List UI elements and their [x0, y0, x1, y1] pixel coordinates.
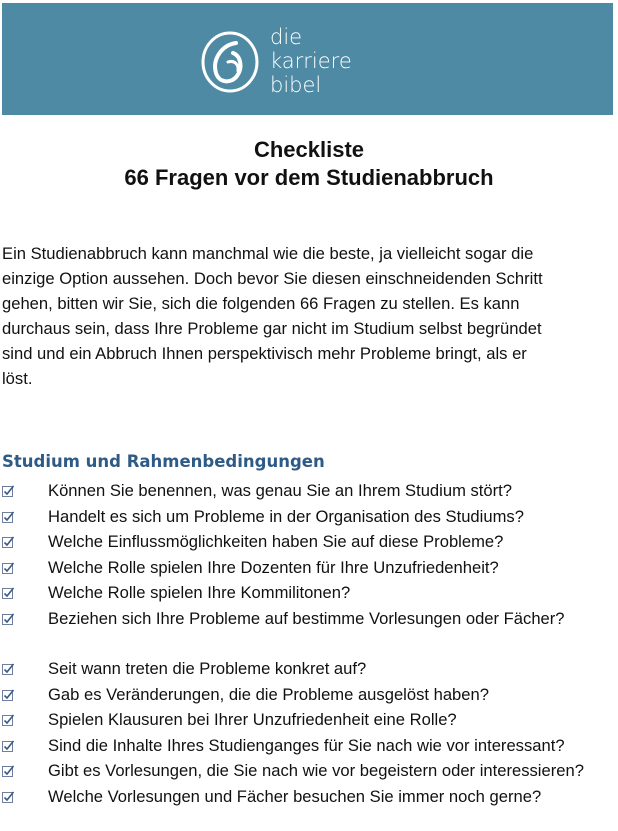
checklist-item-text: Gibt es Vorlesungen, die Sie nach wie vor begeistern oder interessieren?: [48, 761, 584, 780]
intro-line: durchaus sein, dass Ihre Probleme gar nicht im Studium selbst begründet: [2, 319, 542, 338]
checklist-item: [2, 682, 617, 708]
logo-line: bibel: [270, 73, 322, 97]
checklist-item-text: Welche Rolle spielen Ihre Dozenten für Ihre Unzufriedenheit?: [48, 557, 499, 577]
checklist-item: [2, 555, 617, 581]
checkbox-checked-icon: [2, 689, 15, 701]
section-heading: Studium und Rahmenbedingungen: [2, 452, 325, 471]
checklist-item: [2, 478, 617, 504]
header-banner: [2, 3, 613, 115]
checkbox-checked-icon: [2, 714, 15, 726]
checklist-item: [2, 656, 617, 682]
checklist-item-text: Seit wann treten die Probleme konkret auf?: [48, 659, 367, 678]
checklist-item: [2, 529, 617, 555]
checklist-item-text: Welche Einflussmöglichkeiten haben Sie auf diese Probleme?: [48, 532, 504, 551]
checkbox-checked-icon: [2, 587, 15, 599]
karrierebibel-logo: [198, 25, 378, 105]
intro-line: löst.: [2, 369, 33, 388]
checkbox-checked-icon: [2, 740, 15, 752]
intro-line: sind und ein Abbruch Ihnen perspektivisch mehr Probleme bringt, als er: [2, 344, 527, 363]
document-title: [0, 136, 618, 192]
checklist-item-text: Gab es Veränderungen, die die Probleme ausgelöst haben?: [48, 684, 489, 704]
checklist-item: [2, 707, 617, 733]
checkbox-checked-icon: [2, 485, 15, 497]
checklist-item: [2, 580, 617, 606]
checklist-item: [2, 784, 617, 810]
logo-line: karriere: [270, 49, 352, 73]
checklist-item-text: Welche Vorlesungen und Fächer besuchen Sie immer noch gerne?: [48, 786, 542, 806]
checkbox-checked-icon: [2, 765, 15, 777]
checkbox-checked-icon: [2, 562, 15, 574]
checklist-item-text: Beziehen sich Ihre Probleme auf bestimme Vorlesungen oder Fächer?: [48, 608, 565, 628]
checklist-item-text: Spielen Klausuren bei Ihrer Unzufriedenheit eine Rolle?: [48, 710, 457, 729]
checklist: [2, 478, 617, 809]
title-line-2: 66 Fragen vor dem Studienabbruch: [124, 165, 494, 190]
checklist-item-text: Können Sie benennen, was genau Sie an Ihrem Studium stört?: [48, 481, 513, 500]
checklist-item-text: Handelt es sich um Probleme in der Organisation des Studiums?: [48, 506, 524, 526]
logo-swirl-icon: [198, 29, 262, 95]
checkbox-checked-icon: [2, 511, 15, 523]
checkbox-checked-icon: [2, 791, 15, 803]
intro-paragraph: [2, 241, 612, 391]
intro-line: einzige Option aussehen. Doch bevor Sie diesen einschneidenden Schritt: [2, 269, 543, 288]
logo-line: die: [270, 25, 303, 49]
checklist-item: [2, 504, 617, 530]
checklist-item: [2, 733, 617, 759]
intro-line: Ein Studienabbruch kann manchmal wie die beste, ja vielleicht sogar die: [2, 244, 534, 263]
checklist-item: [2, 758, 617, 784]
checklist-item-text: Sind die Inhalte Ihres Studienganges für Sie nach wie vor interessant?: [48, 735, 565, 755]
checkbox-checked-icon: [2, 663, 15, 675]
checklist-item: [2, 606, 617, 632]
checkbox-checked-icon: [2, 536, 15, 548]
checkbox-checked-icon: [2, 613, 15, 625]
logo-text: [270, 25, 352, 97]
checklist-item-text: Welche Rolle spielen Ihre Kommilitonen?: [48, 583, 351, 602]
title-line-1: Checkliste: [253, 137, 365, 162]
intro-line: gehen, bitten wir Sie, sich die folgenden 66 Fragen zu stellen. Es kann: [2, 294, 520, 313]
